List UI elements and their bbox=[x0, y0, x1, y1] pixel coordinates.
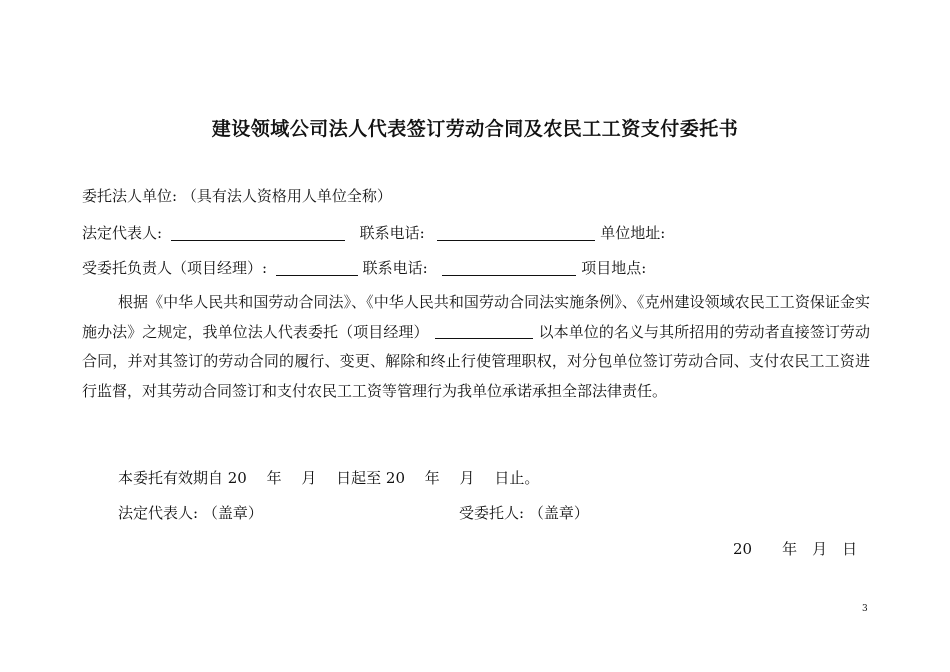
legal-rep-blank bbox=[171, 224, 345, 241]
authorization-paragraph bbox=[82, 288, 870, 406]
paragraph-blank bbox=[435, 324, 533, 339]
validity-line: 本委托有效期自 20 年 月 日起至 20 年 月 日止。 bbox=[118, 469, 540, 487]
signature-agent: 受委托人: （盖章） bbox=[459, 504, 589, 522]
paragraph-part2: 以本单位的名义与其所招用的劳动者直接签订劳动合同，并对其签订的劳动合同的履行、变更、解除和终止行使管理职权，对分包单位签订劳动合同、支付农民工工资进行监督，对其劳动合同签订和支付农民工工资等管理行为我单位承诺承担全部法律责任。 bbox=[82, 322, 870, 400]
manager-label: 受委托负责人（项目经理）: bbox=[82, 259, 268, 277]
page-number: 3 bbox=[862, 604, 868, 614]
manager-phone-blank bbox=[442, 259, 576, 276]
document-title: 建设领域公司法人代表签订劳动合同及农民工工资支付委托书 bbox=[211, 118, 739, 140]
legal-rep-line bbox=[82, 222, 665, 244]
address-label: 单位地址: bbox=[600, 224, 666, 242]
sign-date: 20 年 月 日 bbox=[733, 540, 858, 558]
manager-phone-label: 联系电话: bbox=[362, 259, 428, 277]
manager-line bbox=[82, 257, 646, 279]
phone-label: 联系电话: bbox=[359, 224, 425, 242]
signature-rep: 法定代表人: （盖章） bbox=[118, 504, 263, 522]
paragraph-part1: 根据《中华人民共和国劳动合同法》、《中华人民共和国劳动合同法实施条例》、《克州建设领域农民工工资保证金实施办法》之规定，我单位法人代表委托（项目经理） bbox=[82, 293, 870, 341]
site-label: 项目地点: bbox=[581, 259, 647, 277]
manager-blank bbox=[276, 259, 358, 276]
entrusting-unit-line: 委托法人单位: （具有法人资格用人单位全称） bbox=[82, 187, 392, 205]
phone-blank bbox=[437, 224, 595, 241]
legal-rep-label: 法定代表人: bbox=[82, 224, 163, 242]
